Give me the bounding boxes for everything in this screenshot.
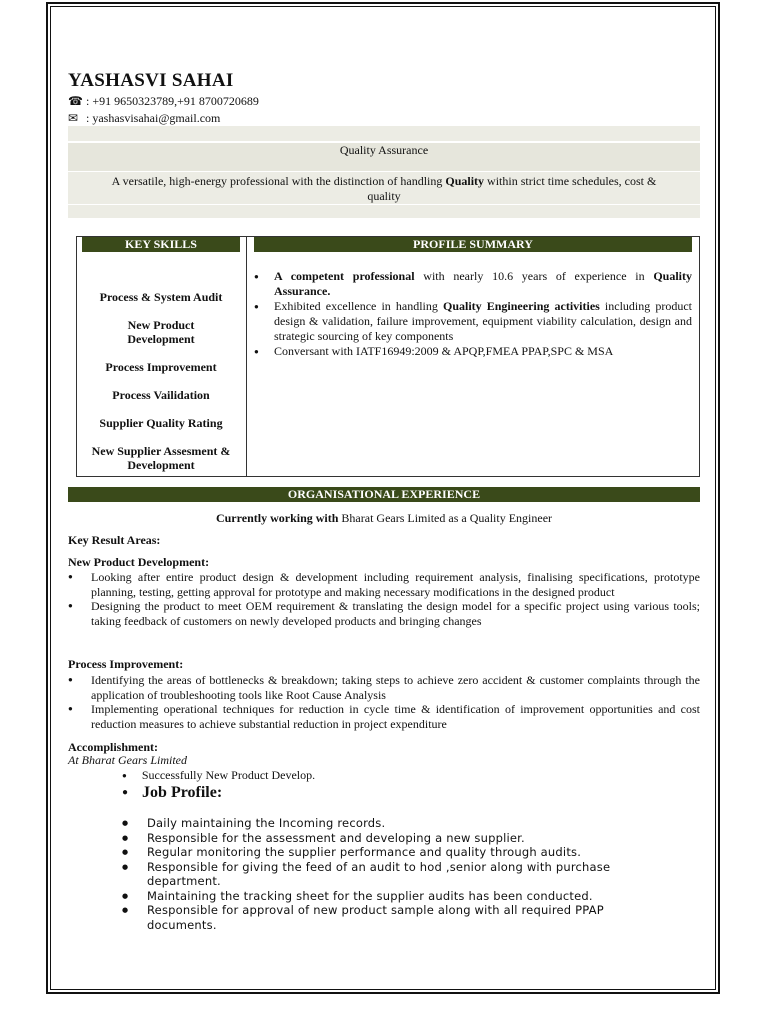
- job-item: ● Responsible for approval of new product sample along with all required PPAP documents.: [122, 903, 662, 932]
- accomplishment-company: At Bharat Gears Limited: [68, 753, 187, 767]
- npd-item: ● Designing the product to meet OEM requirement & translating the design model for a specific project using various tools; taking feedback of customers on newly developed products and bringing changes: [68, 599, 700, 628]
- npd-list: [68, 570, 700, 628]
- job-item: ● Regular monitoring the supplier performance and quality through audits.: [122, 845, 662, 860]
- summary-title: Quality Assurance: [339, 143, 429, 157]
- profile-bullet: [252, 269, 692, 299]
- current-detail: Bharat Gears Limited as a Quality Engineer: [338, 511, 553, 525]
- band-top: [68, 126, 700, 141]
- summary-desc-pre: A versatile, high-energy professional with the distinction of handling: [111, 174, 446, 188]
- job-item: ● Responsible for the assessment and developing a new supplier.: [122, 831, 662, 846]
- pi-label: Process Improvement:: [68, 657, 184, 671]
- summary-description: [68, 174, 700, 204]
- bullet-icon: ●: [122, 787, 129, 798]
- bullet-icon: ●: [122, 771, 127, 780]
- profile-b2-pre: Exhibited excellence in handling: [274, 299, 443, 313]
- job-item: ● Daily maintaining the Incoming records.: [122, 816, 662, 831]
- job-item: ● Responsible for giving the feed of an audit to hod ,senior along with purchase department.: [122, 860, 662, 889]
- key-skills-list: [82, 290, 240, 486]
- skill-item: Supplier Quality Rating: [99, 416, 223, 430]
- job-profile-heading: [122, 784, 222, 802]
- summary-desc-bold: Quality: [445, 174, 485, 188]
- candidate-name: YASHASVI SAHAI: [68, 70, 234, 91]
- phone-icon: ☎: [68, 94, 83, 108]
- phone-numbers: : +91 9650323789,+91 8700720689: [86, 94, 259, 108]
- npd-label: New Product Development:: [68, 555, 210, 569]
- band-bottom: [68, 205, 700, 218]
- current-employment: [68, 511, 700, 525]
- pi-item: ● Implementing operational techniques for reduction in cycle time & identification of improvement opportunities and cost reduction measures to achieve substantial reduction in project expenditure: [68, 702, 700, 731]
- profile-b2-bold: Quality Engineering activities: [442, 299, 600, 313]
- skill-item: Process Improvement: [105, 360, 217, 374]
- summary-desc-post: within strict time schedules, cost &: [484, 174, 657, 188]
- accomplishment-label: Accomplishment:: [68, 740, 158, 754]
- skill-item: New Supplier Assesment & Development: [91, 444, 231, 472]
- accomplishment-text: Successfully New Product Develop.: [141, 768, 316, 782]
- pi-list: [68, 673, 700, 731]
- job-profile-label: Job Profile:: [142, 784, 223, 801]
- profile-b2-post: including product design & validation, failure improvement, equipment viability calculation, design and strategic sourcing of key components: [274, 299, 692, 343]
- current-label: Currently working with: [215, 511, 339, 525]
- box-divider: [246, 236, 247, 477]
- profile-b1-bold: A competent professional: [274, 269, 415, 283]
- skill-item: Process & System Audit: [99, 290, 223, 304]
- skill-item: Process Vailidation: [112, 388, 210, 402]
- profile-b1-bold2: Quality Assurance.: [274, 269, 692, 298]
- skill-item: New Product Development: [127, 318, 195, 346]
- profile-bullet: ● Conversant with IATF16949:2009 & APQP,FMEA PPAP,SPC & MSA: [252, 344, 692, 359]
- profile-summary-list: [252, 269, 692, 359]
- npd-item: ● Looking after entire product design & development including requirement analysis, finalising specifications, prototype planning, testing, getting approval for prototype and making necessary modifications in the designed product: [68, 570, 700, 599]
- envelope-icon: ✉: [68, 111, 79, 125]
- job-item: ● Maintaining the tracking sheet for the supplier audits has been conducted.: [122, 889, 662, 904]
- email-line: [68, 111, 220, 126]
- accomplishment-item: [122, 768, 315, 784]
- org-experience-heading: ORGANISATIONAL EXPERIENCE: [68, 487, 700, 502]
- profile-summary-heading: PROFILE SUMMARY: [254, 237, 692, 252]
- pi-item: ● Identifying the areas of bottlenecks & breakdown; taking steps to achieve zero accident & customer complaints through the application of troubleshooting tools like Root Cause Analysis: [68, 673, 700, 702]
- profile-b1-mid: with nearly 10.6 years of experience in: [414, 269, 654, 283]
- job-profile-list: [122, 816, 662, 932]
- email-address: : yashasvisahai@gmail.com: [86, 111, 221, 125]
- profile-bullet: [252, 299, 692, 344]
- key-skills-heading: KEY SKILLS: [82, 237, 240, 252]
- phone-line: [68, 94, 259, 109]
- summary-desc-line2: quality: [367, 189, 401, 203]
- kra-label: Key Result Areas:: [68, 533, 161, 547]
